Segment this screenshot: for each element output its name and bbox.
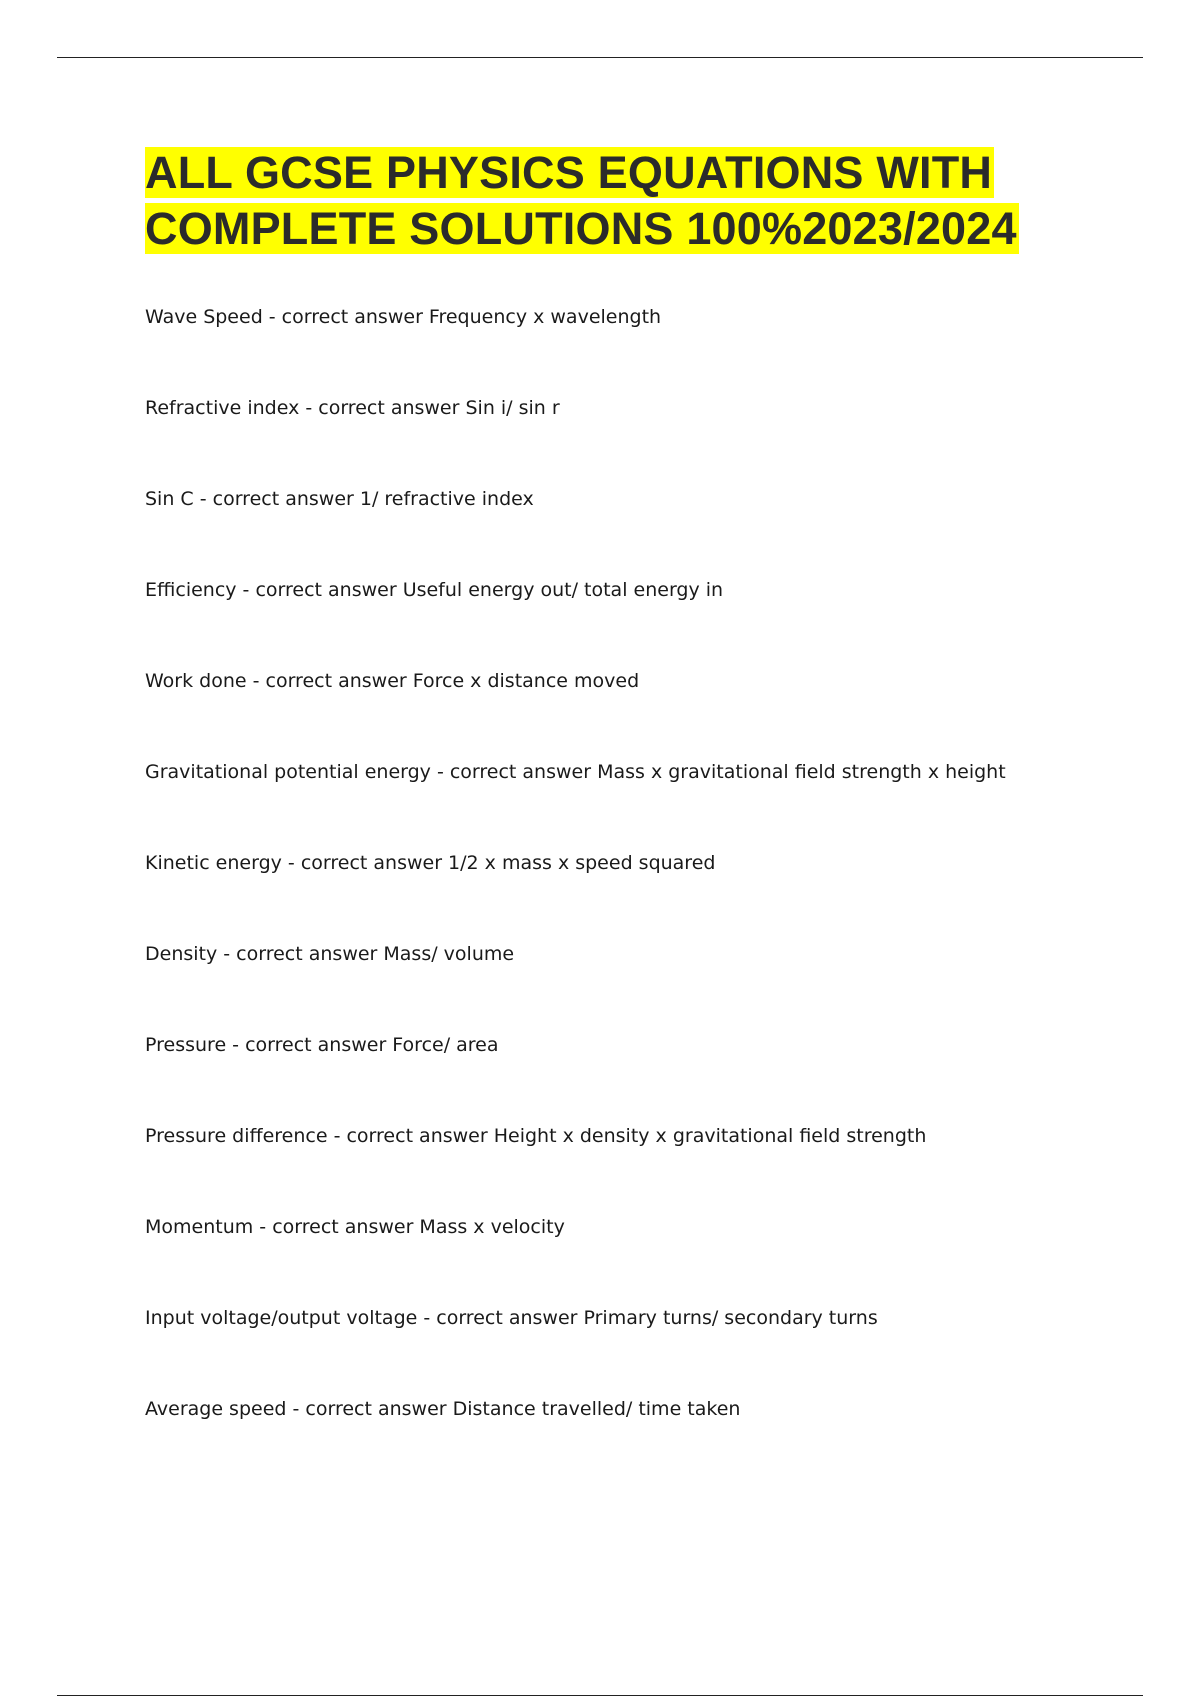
list-item: Gravitational potential energy - correct answer Mass x gravitational field strength x height (145, 761, 1006, 783)
list-item: Pressure - correct answer Force/ area (145, 1034, 499, 1056)
list-item: Density - correct answer Mass/ volume (145, 943, 515, 965)
footer-rule (57, 1695, 1143, 1696)
header-rule (57, 57, 1143, 58)
title-block (145, 145, 1088, 257)
list-item: Average speed - correct answer Distance travelled/ time taken (145, 1398, 741, 1420)
document-title (145, 145, 1088, 257)
list-item: Wave Speed - correct answer Frequency x wavelength (145, 306, 662, 328)
list-item: Sin C - correct answer 1/ refractive index (145, 488, 534, 510)
list-item: Input voltage/output voltage - correct answer Primary turns/ secondary turns (145, 1307, 878, 1329)
list-item: Refractive index - correct answer Sin i/ sin r (145, 397, 560, 419)
list-item: Kinetic energy - correct answer 1/2 x mass x speed squared (145, 852, 716, 874)
list-item: Work done - correct answer Force x distance moved (145, 670, 640, 692)
list-item: Efficiency - correct answer Useful energy out/ total energy in (145, 579, 724, 601)
title-highlight: ALL GCSE PHYSICS EQUATIONS WITH COMPLETE SOLUTIONS 100%2023/2024 (145, 147, 1017, 254)
list-item: Pressure difference - correct answer Height x density x gravitational field strength (145, 1125, 927, 1147)
list-item: Momentum - correct answer Mass x velocity (145, 1216, 565, 1238)
equation-list (145, 300, 1095, 1483)
